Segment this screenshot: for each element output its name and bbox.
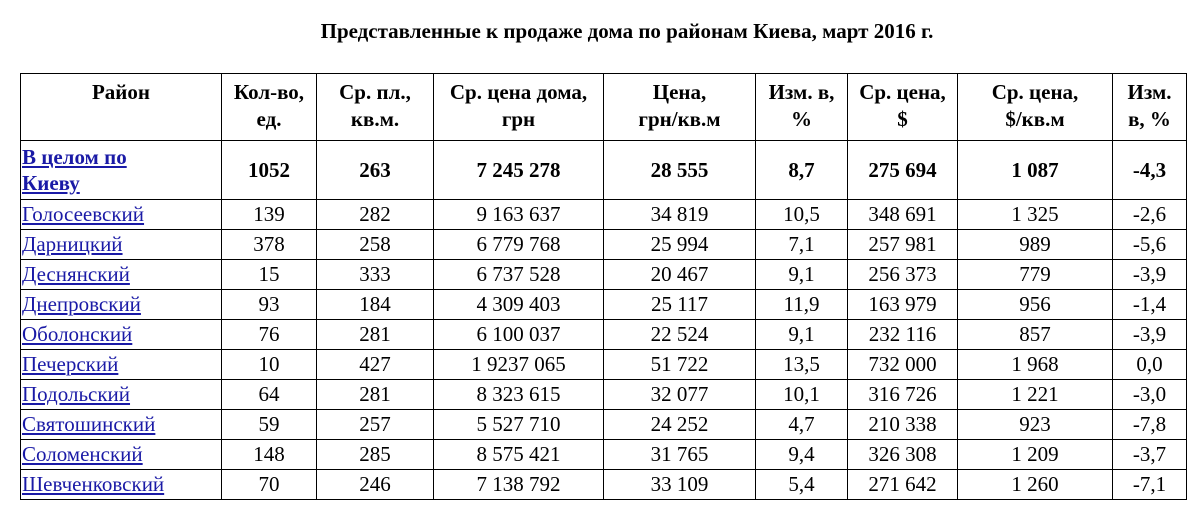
header-count: Кол-во, ед. <box>222 74 317 141</box>
header-avg-price-uah: Ср. цена дома, грн <box>434 74 604 141</box>
district-name-cell <box>21 380 222 410</box>
district-link[interactable]: Святошинский <box>22 412 156 436</box>
cell-area: 285 <box>317 440 434 470</box>
cell-price-usd: 348 691 <box>848 200 958 230</box>
district-prices-table <box>20 73 1187 500</box>
cell-change-uah: 9,1 <box>756 260 848 290</box>
table-row <box>21 320 1187 350</box>
header-avg-area: Ср. пл., кв.м. <box>317 74 434 141</box>
cell-change-uah: 10,5 <box>756 200 848 230</box>
cell-count: 10 <box>222 350 317 380</box>
cell-change-usd: -1,4 <box>1113 290 1187 320</box>
district-name-cell <box>21 320 222 350</box>
cell-price-usd-sqm: 956 <box>958 290 1113 320</box>
district-link[interactable]: Подольский <box>22 382 131 406</box>
table-row <box>21 200 1187 230</box>
cell-price-uah-sqm: 31 765 <box>604 440 756 470</box>
total-price-usd-sqm: 1 087 <box>958 141 1113 200</box>
district-name-cell <box>21 410 222 440</box>
cell-price-uah: 9 163 637 <box>434 200 604 230</box>
cell-change-usd: -2,6 <box>1113 200 1187 230</box>
cell-price-usd-sqm: 1 209 <box>958 440 1113 470</box>
cell-change-uah: 11,9 <box>756 290 848 320</box>
table-row-total <box>21 141 1187 200</box>
cell-price-usd-sqm: 1 221 <box>958 380 1113 410</box>
cell-price-uah: 6 100 037 <box>434 320 604 350</box>
cell-price-uah-sqm: 20 467 <box>604 260 756 290</box>
cell-change-uah: 9,4 <box>756 440 848 470</box>
cell-price-usd: 163 979 <box>848 290 958 320</box>
cell-change-usd: -3,7 <box>1113 440 1187 470</box>
cell-change-usd: -7,1 <box>1113 470 1187 500</box>
cell-change-uah: 7,1 <box>756 230 848 260</box>
cell-change-uah: 5,4 <box>756 470 848 500</box>
total-change-uah: 8,7 <box>756 141 848 200</box>
cell-area: 257 <box>317 410 434 440</box>
total-district-link[interactable]: В целом по Киеву <box>22 145 127 195</box>
cell-price-usd-sqm: 1 968 <box>958 350 1113 380</box>
cell-area: 281 <box>317 380 434 410</box>
total-change-usd: -4,3 <box>1113 141 1187 200</box>
cell-price-uah: 7 138 792 <box>434 470 604 500</box>
district-name-cell <box>21 200 222 230</box>
cell-change-uah: 4,7 <box>756 410 848 440</box>
header-avg-price-usd: Ср. цена, $ <box>848 74 958 141</box>
cell-area: 184 <box>317 290 434 320</box>
cell-price-uah-sqm: 25 994 <box>604 230 756 260</box>
cell-change-usd: -7,8 <box>1113 410 1187 440</box>
cell-price-uah-sqm: 32 077 <box>604 380 756 410</box>
cell-count: 148 <box>222 440 317 470</box>
cell-price-uah: 8 323 615 <box>434 380 604 410</box>
cell-price-usd-sqm: 857 <box>958 320 1113 350</box>
district-link[interactable]: Печерский <box>22 352 119 376</box>
cell-count: 76 <box>222 320 317 350</box>
cell-change-usd: -3,9 <box>1113 260 1187 290</box>
district-link[interactable]: Деснянский <box>22 262 130 286</box>
cell-price-uah: 6 779 768 <box>434 230 604 260</box>
cell-price-uah: 8 575 421 <box>434 440 604 470</box>
table-row <box>21 350 1187 380</box>
district-name-cell <box>21 440 222 470</box>
cell-count: 59 <box>222 410 317 440</box>
total-count: 1052 <box>222 141 317 200</box>
district-name-cell <box>21 350 222 380</box>
table-row <box>21 290 1187 320</box>
header-price-uah-sqm: Цена, грн/кв.м <box>604 74 756 141</box>
header-change-usd: Изм. в, % <box>1113 74 1187 141</box>
cell-change-usd: -3,0 <box>1113 380 1187 410</box>
cell-area: 246 <box>317 470 434 500</box>
total-price-usd: 275 694 <box>848 141 958 200</box>
district-link[interactable]: Оболонский <box>22 322 133 346</box>
cell-price-uah-sqm: 34 819 <box>604 200 756 230</box>
table-row <box>21 440 1187 470</box>
district-link[interactable]: Дарницкий <box>22 232 123 256</box>
cell-price-usd-sqm: 779 <box>958 260 1113 290</box>
cell-price-usd: 232 116 <box>848 320 958 350</box>
cell-price-usd: 210 338 <box>848 410 958 440</box>
cell-price-usd: 316 726 <box>848 380 958 410</box>
cell-area: 258 <box>317 230 434 260</box>
cell-price-usd-sqm: 923 <box>958 410 1113 440</box>
district-link[interactable]: Днепровский <box>22 292 141 316</box>
page-title: Представленные к продаже дома по районам Киева, март 2016 г. <box>320 19 934 43</box>
cell-price-uah: 4 309 403 <box>434 290 604 320</box>
cell-price-uah: 6 737 528 <box>434 260 604 290</box>
cell-area: 333 <box>317 260 434 290</box>
header-price-usd-sqm: Ср. цена, $/кв.м <box>958 74 1113 141</box>
table-header-row <box>21 74 1187 141</box>
table-row <box>21 230 1187 260</box>
district-name-cell <box>21 230 222 260</box>
total-name-cell <box>21 141 222 200</box>
cell-count: 64 <box>222 380 317 410</box>
cell-price-usd: 257 981 <box>848 230 958 260</box>
cell-change-uah: 9,1 <box>756 320 848 350</box>
cell-count: 70 <box>222 470 317 500</box>
cell-count: 15 <box>222 260 317 290</box>
total-price-uah-sqm: 28 555 <box>604 141 756 200</box>
cell-area: 281 <box>317 320 434 350</box>
cell-price-uah-sqm: 24 252 <box>604 410 756 440</box>
header-change-uah: Изм. в, % <box>756 74 848 141</box>
cell-price-usd: 326 308 <box>848 440 958 470</box>
district-link[interactable]: Соломенский <box>22 442 143 466</box>
district-link[interactable]: Голосеевский <box>22 202 145 226</box>
district-name-cell <box>21 290 222 320</box>
cell-area: 427 <box>317 350 434 380</box>
cell-price-uah-sqm: 22 524 <box>604 320 756 350</box>
table-row <box>21 260 1187 290</box>
cell-price-uah-sqm: 33 109 <box>604 470 756 500</box>
district-link[interactable]: Шевченковский <box>22 472 165 496</box>
cell-area: 282 <box>317 200 434 230</box>
cell-change-usd: -3,9 <box>1113 320 1187 350</box>
cell-change-uah: 10,1 <box>756 380 848 410</box>
cell-price-usd: 271 642 <box>848 470 958 500</box>
cell-change-uah: 13,5 <box>756 350 848 380</box>
cell-price-uah: 1 9237 065 <box>434 350 604 380</box>
cell-price-uah: 5 527 710 <box>434 410 604 440</box>
total-area: 263 <box>317 141 434 200</box>
cell-price-usd-sqm: 989 <box>958 230 1113 260</box>
cell-price-uah-sqm: 25 117 <box>604 290 756 320</box>
cell-count: 139 <box>222 200 317 230</box>
cell-price-usd: 732 000 <box>848 350 958 380</box>
cell-count: 378 <box>222 230 317 260</box>
cell-price-usd-sqm: 1 325 <box>958 200 1113 230</box>
cell-price-uah-sqm: 51 722 <box>604 350 756 380</box>
cell-change-usd: -5,6 <box>1113 230 1187 260</box>
cell-change-usd: 0,0 <box>1113 350 1187 380</box>
table-row <box>21 470 1187 500</box>
district-name-cell <box>21 260 222 290</box>
district-name-cell <box>21 470 222 500</box>
table-row <box>21 410 1187 440</box>
table-row <box>21 380 1187 410</box>
cell-price-usd-sqm: 1 260 <box>958 470 1113 500</box>
header-district: Район <box>21 74 222 141</box>
cell-count: 93 <box>222 290 317 320</box>
total-price-uah: 7 245 278 <box>434 141 604 200</box>
cell-price-usd: 256 373 <box>848 260 958 290</box>
